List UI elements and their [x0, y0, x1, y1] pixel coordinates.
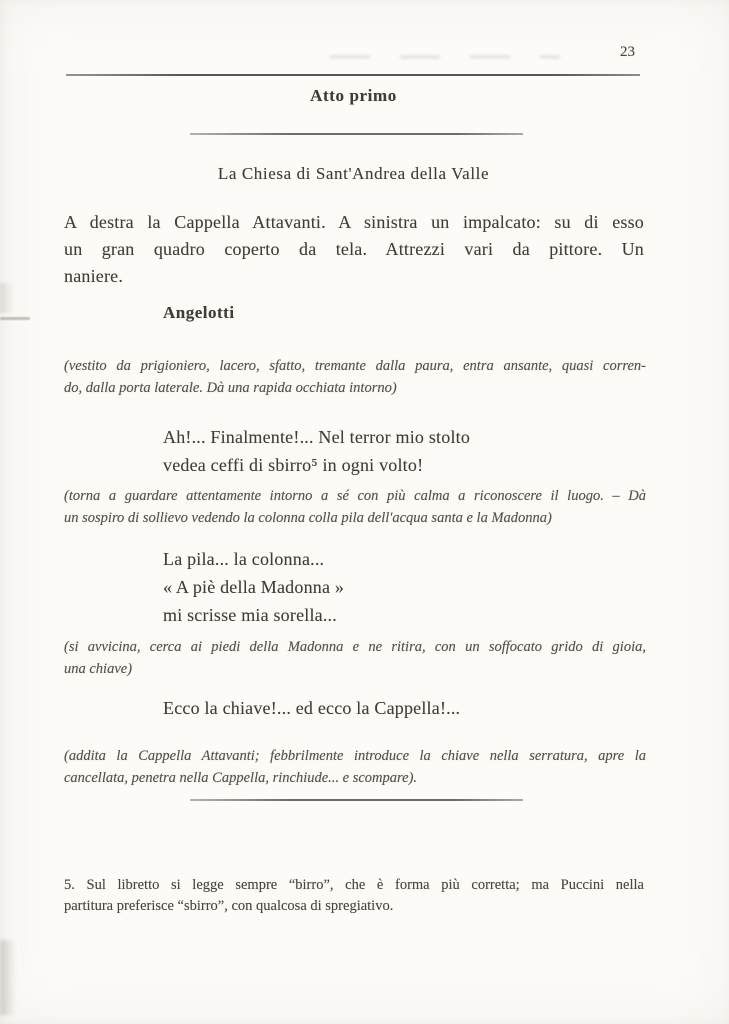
scene-description-line: un gran quadro coperto da tela. Attrezzi vari da pittore. Un: [64, 239, 644, 259]
footnote-divider-rule: [190, 799, 523, 801]
footnote-line: 5. Sul libretto si legge sempre “birro”, che è forma più corretta; ma Puccini nella: [64, 877, 644, 893]
scan-artifact-dash: [0, 317, 30, 320]
stage-direction: [64, 745, 646, 789]
stage-direction-line: cancellata, penetra nella Cappella, rinchiude... e scompare).: [64, 770, 418, 786]
scene-description: [64, 209, 644, 290]
stage-direction-line: do, dalla porta laterale. Dà una rapida occhiata intorno): [64, 380, 397, 396]
verse-line: vedea ceffi di sbirro⁵ in ogni volto!: [163, 455, 424, 475]
verse-line: « A piè della Madonna »: [163, 577, 345, 597]
character-name: Angelotti: [163, 303, 235, 322]
stage-direction-line: una chiave): [64, 661, 133, 677]
scene-heading: La Chiesa di Sant'Andrea della Valle: [217, 164, 490, 183]
stage-direction: [64, 636, 646, 680]
scan-artifact-smudge: [0, 283, 14, 313]
verse: [163, 545, 633, 629]
page-number: 23: [620, 44, 635, 60]
verse: [163, 694, 633, 722]
stage-direction-line: un sospiro di sollievo vedendo la colonna colla pila dell'acqua santa e la Madonna): [64, 510, 552, 526]
verse: [163, 423, 633, 479]
verse-line: Ecco la chiave!... ed ecco la Cappella!...: [163, 698, 461, 718]
footnote: [64, 875, 644, 917]
footnote-line: partitura preferisce “sbirro”, con qualcosa di spregiativo.: [64, 898, 394, 914]
verse-line: La pila... la colonna...: [163, 549, 325, 569]
verse-line: Ah!... Finalmente!... Nel terror mio stolto: [163, 427, 471, 447]
scene-description-line: naniere.: [64, 266, 124, 286]
scan-artifact-smudge: [0, 940, 16, 1015]
section-divider-rule: [190, 133, 523, 135]
stage-direction: [64, 485, 646, 529]
stage-direction: [64, 355, 646, 399]
header-rule: [66, 74, 640, 76]
act-title: Atto primo: [310, 86, 397, 105]
scan-artifact-smudge: [330, 55, 560, 59]
stage-direction-line: (vestito da prigioniero, lacero, sfatto, tremante dalla paura, entra ansante, quasi corren-: [64, 358, 646, 374]
stage-direction-line: (si avvicina, cerca ai piedi della Madonna e ne ritira, con un soffocato grido di gioia,: [64, 639, 646, 655]
stage-direction-line: (torna a guardare attentamente intorno a sé con più calma a riconoscere il luogo. – Dà: [64, 488, 646, 504]
stage-direction-line: (addita la Cappella Attavanti; febbrilmente introduce la chiave nella serratura, apre la: [64, 748, 646, 764]
verse-line: mi scrisse mia sorella...: [163, 605, 337, 625]
scene-description-line: A destra la Cappella Attavanti. A sinistra un impalcato: su di esso: [64, 212, 644, 232]
